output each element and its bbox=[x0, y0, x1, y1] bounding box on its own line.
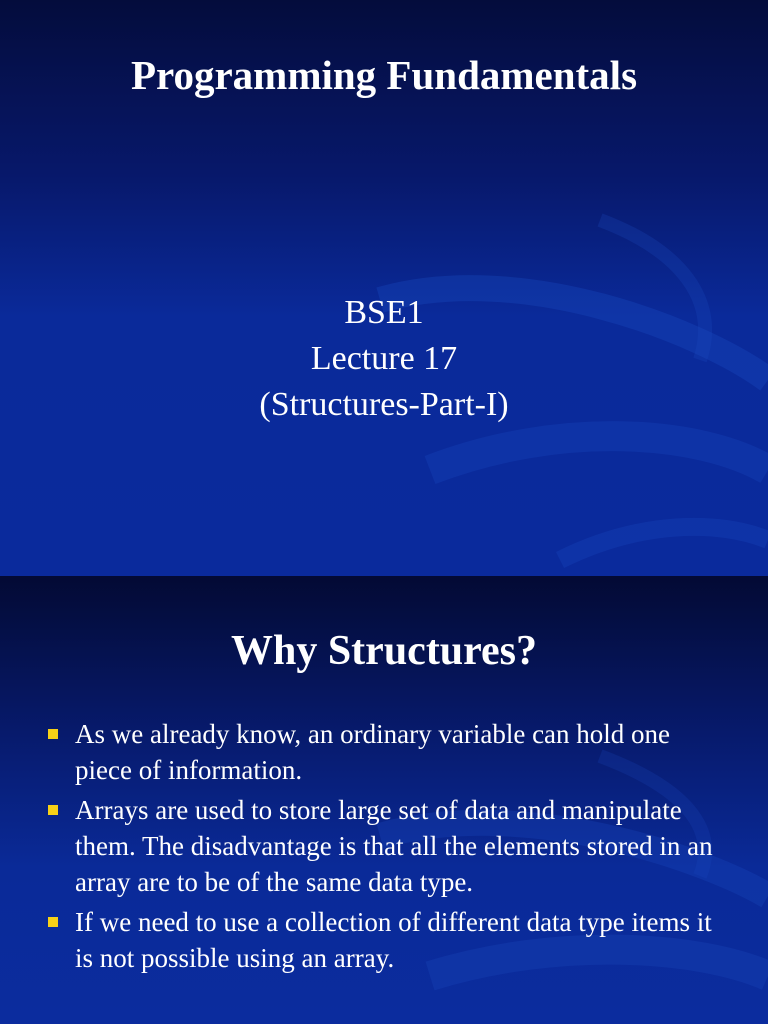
slide-2 bbox=[0, 576, 768, 1024]
slide-1-subtitle bbox=[0, 290, 768, 428]
square-bullet-icon bbox=[48, 917, 58, 927]
square-bullet-icon bbox=[48, 805, 58, 815]
list-item bbox=[44, 792, 724, 900]
bullet-text: As we already know, an ordinary variable can hold one piece of information. bbox=[75, 719, 671, 785]
list-item bbox=[44, 904, 724, 976]
subtitle-line: (Structures-Part-I) bbox=[259, 386, 509, 423]
subtitle-line: BSE1 bbox=[344, 294, 424, 331]
bullet-text: Arrays are used to store large set of data and manipulate them. The disadvantage is that all the elements stored in an array are to be of the same data type. bbox=[75, 795, 713, 897]
slide-1-title: Programming Fundamentals bbox=[130, 52, 638, 98]
list-item bbox=[44, 716, 724, 788]
slide-2-title: Why Structures? bbox=[230, 628, 538, 674]
bullet-list bbox=[44, 716, 724, 980]
bullet-text: If we need to use a collection of different data type items it is not possible using an array. bbox=[75, 907, 712, 973]
square-bullet-icon bbox=[48, 729, 58, 739]
subtitle-line: Lecture 17 bbox=[310, 340, 458, 377]
